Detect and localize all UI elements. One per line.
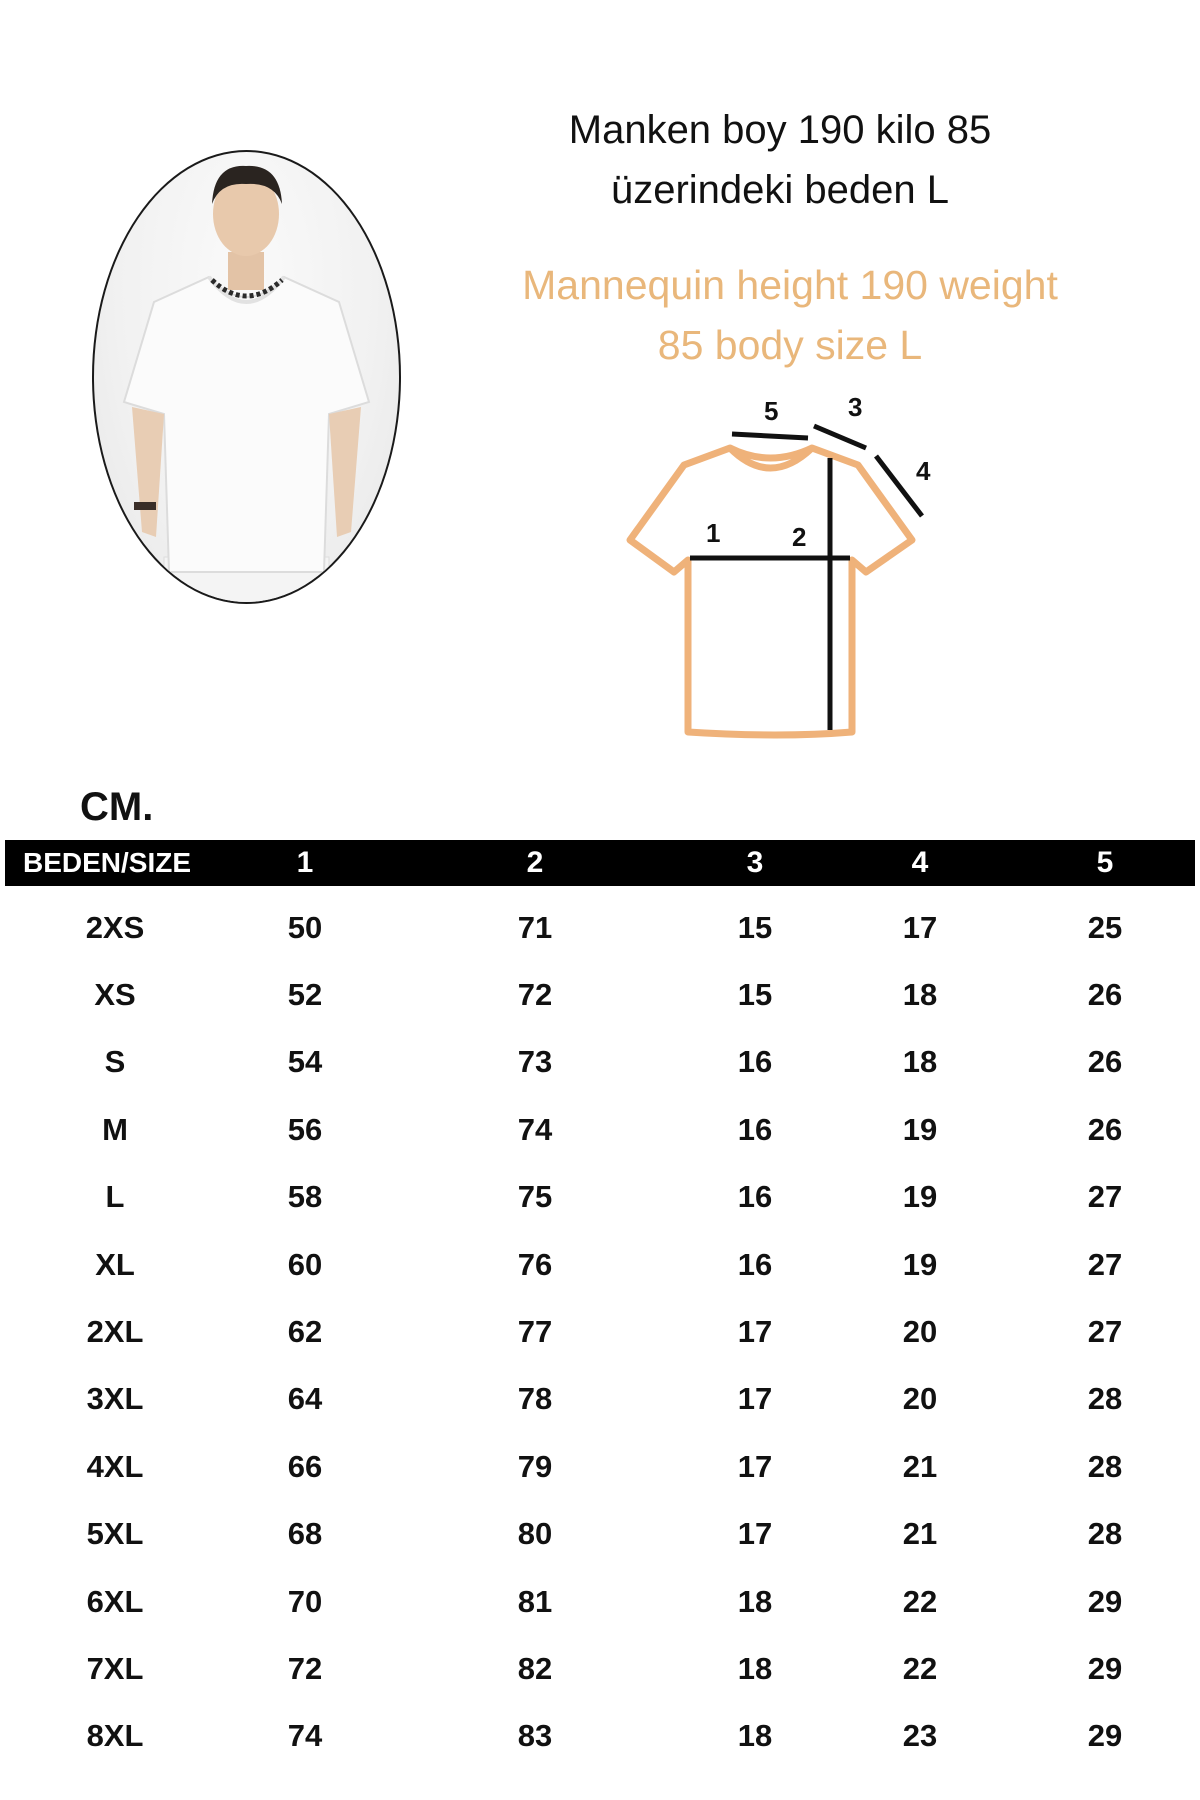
measurement-cell-5: 28 — [1087, 1448, 1123, 1484]
measurement-cell-5: 28 — [1087, 1516, 1123, 1552]
table-header-row — [5, 840, 1195, 886]
measure-label-5: 5 — [764, 396, 779, 426]
measure-label-4: 4 — [916, 456, 931, 486]
measurement-cell-1: 62 — [287, 1314, 323, 1350]
table-row — [5, 1231, 1195, 1298]
measurement-cell-5: 27 — [1087, 1314, 1123, 1350]
measurement-cell-2: 75 — [517, 1179, 553, 1215]
measurement-cell-4: 22 — [902, 1583, 938, 1619]
measurement-cell-4: 23 — [902, 1718, 938, 1754]
measurement-cell-2: 76 — [517, 1246, 553, 1282]
size-cell: 2XL — [86, 1314, 144, 1350]
measurement-cell-4: 21 — [902, 1516, 938, 1552]
size-cell: XS — [94, 977, 136, 1013]
measurement-cell-4: 18 — [902, 977, 938, 1013]
size-cell: XL — [95, 1246, 135, 1282]
measurement-cell-1: 50 — [287, 909, 323, 945]
measurement-cell-5: 27 — [1087, 1246, 1123, 1282]
measurement-cell-1: 64 — [287, 1381, 323, 1417]
measurement-cell-4: 17 — [902, 909, 938, 945]
size-cell: 8XL — [86, 1718, 144, 1754]
measurement-cell-3: 16 — [737, 1246, 773, 1282]
measurement-cell-2: 79 — [517, 1448, 553, 1484]
measurement-cell-4: 20 — [902, 1381, 938, 1417]
size-chart-table — [5, 840, 1195, 1770]
model-info-turkish-line-2: üzerindeki beden L — [610, 168, 950, 212]
measurement-cell-2: 80 — [517, 1516, 553, 1552]
measurement-cell-3: 18 — [737, 1718, 773, 1754]
measurement-cell-1: 60 — [287, 1246, 323, 1282]
measurement-cell-3: 16 — [737, 1179, 773, 1215]
tshirt-collar — [730, 448, 812, 458]
measurement-cell-5: 27 — [1087, 1179, 1123, 1215]
measurement-cell-3: 15 — [737, 909, 773, 945]
tshirt-outline — [630, 448, 912, 735]
model-info-english-line-1: Mannequin height 190 weight — [522, 262, 1058, 308]
measurement-cell-3: 18 — [737, 1583, 773, 1619]
table-body — [5, 886, 1195, 1770]
size-cell: 4XL — [86, 1448, 144, 1484]
measurement-cell-1: 56 — [287, 1111, 323, 1147]
model-photo — [92, 150, 401, 604]
measurement-cell-5: 29 — [1087, 1718, 1123, 1754]
measurement-cell-1: 74 — [287, 1718, 323, 1754]
measurement-cell-2: 74 — [517, 1111, 553, 1147]
table-row — [5, 1298, 1195, 1365]
measurement-cell-3: 17 — [737, 1314, 773, 1350]
measurement-cell-1: 70 — [287, 1583, 323, 1619]
measurement-cell-4: 19 — [902, 1179, 938, 1215]
measurement-cell-3: 17 — [737, 1516, 773, 1552]
table-header-col-2: 2 — [385, 840, 685, 886]
model-illustration — [94, 152, 399, 602]
measurement-cell-2: 73 — [517, 1044, 553, 1080]
model-info-turkish-line-1: Manken boy 190 kilo 85 — [568, 108, 992, 152]
measurement-cell-2: 83 — [517, 1718, 553, 1754]
measurement-cell-5: 29 — [1087, 1650, 1123, 1686]
model-info-turkish — [480, 100, 1080, 220]
measurement-cell-4: 18 — [902, 1044, 938, 1080]
measure-label-1: 1 — [706, 518, 721, 548]
measurement-cell-2: 81 — [517, 1583, 553, 1619]
table-row — [5, 1635, 1195, 1702]
table-row — [5, 1501, 1195, 1568]
measurement-cell-5: 26 — [1087, 1111, 1123, 1147]
model-info-english-line-2: 85 body size L — [657, 322, 923, 368]
measurement-cell-5: 26 — [1087, 1044, 1123, 1080]
measurement-cell-5: 25 — [1087, 909, 1123, 945]
table-row — [5, 1164, 1195, 1231]
table-header-col-3: 3 — [685, 840, 825, 886]
measurement-cell-5: 28 — [1087, 1381, 1123, 1417]
tshirt-measurement-diagram — [600, 380, 960, 750]
size-cell: S — [104, 1044, 126, 1080]
table-row — [5, 961, 1195, 1028]
measurement-cell-4: 19 — [902, 1246, 938, 1282]
measure-label-2: 2 — [792, 522, 807, 552]
measurement-cell-3: 16 — [737, 1111, 773, 1147]
measurement-cell-5: 29 — [1087, 1583, 1123, 1619]
model-info-english — [480, 255, 1100, 375]
unit-label: CM. — [80, 785, 154, 829]
table-header-size: BEDEN/SIZE — [5, 840, 225, 886]
table-row — [5, 1029, 1195, 1096]
table-row — [5, 886, 1195, 961]
size-cell: 6XL — [86, 1583, 144, 1619]
measurement-cell-3: 15 — [737, 977, 773, 1013]
measurement-cell-2: 71 — [517, 909, 553, 945]
measurement-cell-3: 18 — [737, 1650, 773, 1686]
size-cell: M — [102, 1111, 128, 1147]
size-cell: L — [105, 1179, 125, 1215]
measurement-cell-3: 17 — [737, 1448, 773, 1484]
measurement-cell-3: 16 — [737, 1044, 773, 1080]
measure-line-3 — [814, 426, 866, 448]
measurement-cell-4: 19 — [902, 1111, 938, 1147]
measurement-cell-1: 58 — [287, 1179, 323, 1215]
measurement-cell-4: 20 — [902, 1314, 938, 1350]
measurement-cell-1: 52 — [287, 977, 323, 1013]
table-header-col-4: 4 — [825, 840, 1015, 886]
measurement-cell-1: 68 — [287, 1516, 323, 1552]
measurement-cell-2: 77 — [517, 1314, 553, 1350]
table-row — [5, 1433, 1195, 1500]
table-row — [5, 1703, 1195, 1770]
measurement-cell-4: 21 — [902, 1448, 938, 1484]
measurement-cell-1: 54 — [287, 1044, 323, 1080]
size-cell: 3XL — [86, 1381, 144, 1417]
measurement-cell-5: 26 — [1087, 977, 1123, 1013]
measurement-cell-2: 78 — [517, 1381, 553, 1417]
measurement-cell-2: 82 — [517, 1650, 553, 1686]
measure-label-3: 3 — [848, 392, 863, 422]
table-row — [5, 1366, 1195, 1433]
measure-line-5 — [732, 434, 808, 438]
measurement-cell-1: 66 — [287, 1448, 323, 1484]
size-cell: 7XL — [86, 1650, 144, 1686]
measurement-cell-2: 72 — [517, 977, 553, 1013]
table-header-col-1: 1 — [225, 840, 385, 886]
size-cell: 5XL — [86, 1516, 144, 1552]
table-row — [5, 1096, 1195, 1163]
size-cell: 2XS — [85, 909, 145, 945]
measurement-cell-4: 22 — [902, 1650, 938, 1686]
table-header-col-5: 5 — [1015, 840, 1195, 886]
table-row — [5, 1568, 1195, 1635]
measurement-cell-1: 72 — [287, 1650, 323, 1686]
tshirt-diagram-svg — [600, 380, 960, 750]
measurement-cell-3: 17 — [737, 1381, 773, 1417]
